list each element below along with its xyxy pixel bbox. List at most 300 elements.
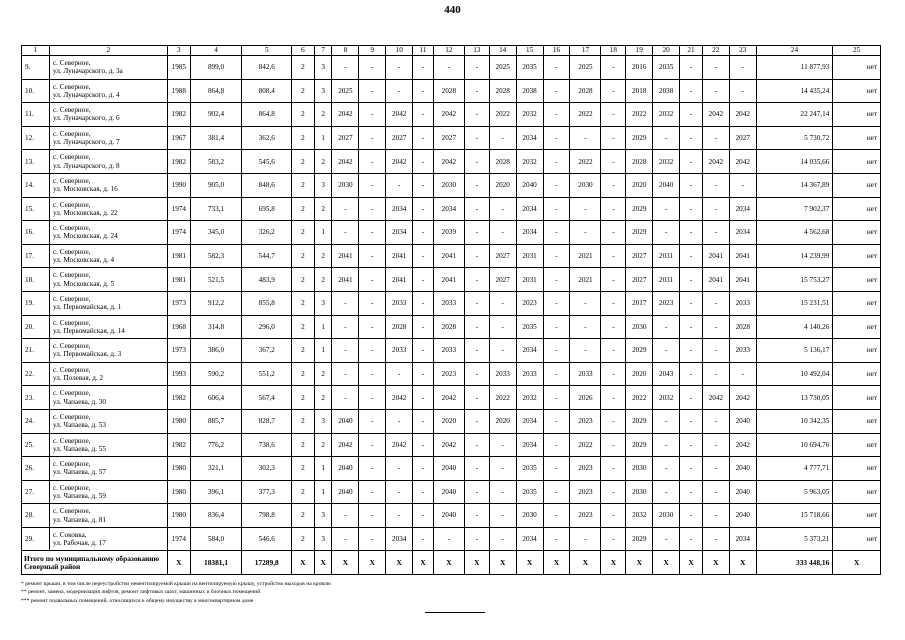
total-col-13: X: [464, 551, 489, 575]
cell-col-17: 2023: [570, 457, 601, 481]
cell-col-5: 302,3: [242, 457, 292, 481]
cell-col-21: -: [680, 126, 703, 150]
cell-col-22: -: [702, 527, 729, 551]
cell-col-3: 1980: [167, 409, 190, 433]
cell-col-13: -: [464, 291, 489, 315]
cell-col-12: 2033: [433, 339, 464, 363]
cell-col-24: 15 718,66: [756, 504, 833, 528]
cell-col-16: -: [543, 221, 570, 245]
cell-col-22: -: [702, 339, 729, 363]
cell-col-7: 2: [314, 268, 332, 292]
address-cell: [49, 126, 167, 150]
cell-col-4: 583,2: [190, 150, 242, 174]
cell-col-16: -: [543, 268, 570, 292]
cell-col-17: 2025: [570, 56, 601, 80]
cell-col-19: 2027: [626, 268, 653, 292]
cell-col-7: 3: [314, 527, 332, 551]
cell-col-8: -: [332, 291, 359, 315]
cell-col-13: -: [464, 103, 489, 127]
row-number: 12.: [22, 126, 50, 150]
cell-col-21: -: [680, 362, 703, 386]
cell-col-3: 1988: [167, 79, 190, 103]
total-col-25: X: [833, 551, 881, 575]
cell-col-9: -: [359, 433, 386, 457]
cell-col-5: 483,9: [242, 268, 292, 292]
page-number: 440: [444, 4, 461, 16]
cell-col-9: -: [359, 480, 386, 504]
cell-col-3: 1980: [167, 457, 190, 481]
total-col-17: X: [570, 551, 601, 575]
cell-col-15: 2035: [516, 315, 543, 339]
cell-col-13: -: [464, 457, 489, 481]
cell-col-25: нет: [833, 173, 881, 197]
address-cell: [49, 103, 167, 127]
cell-col-13: -: [464, 79, 489, 103]
cell-col-7: 2: [314, 244, 332, 268]
column-number: 14: [489, 46, 516, 56]
cell-col-6: 2: [292, 480, 315, 504]
cell-col-8: -: [332, 221, 359, 245]
cell-col-15: 2034: [516, 527, 543, 551]
cell-col-23: 2042: [729, 150, 756, 174]
cell-col-20: -: [653, 126, 680, 150]
cell-col-13: -: [464, 56, 489, 80]
address-cell: [49, 79, 167, 103]
cell-col-3: 1974: [167, 527, 190, 551]
cell-col-15: 2031: [516, 268, 543, 292]
cell-col-10: -: [386, 409, 413, 433]
cell-col-17: 2022: [570, 433, 601, 457]
address-settlement: с. Северное,: [52, 295, 91, 304]
cell-col-20: 2032: [653, 150, 680, 174]
cell-col-21: -: [680, 433, 703, 457]
address-street: ул. Первомайская, д. 3: [52, 350, 122, 359]
cell-col-20: 2031: [653, 244, 680, 268]
cell-col-24: 14 435,24: [756, 79, 833, 103]
cell-col-9: -: [359, 244, 386, 268]
cell-col-18: -: [601, 315, 626, 339]
cell-col-23: -: [729, 56, 756, 80]
address-street: ул. Московская, д. 4: [52, 256, 115, 265]
column-number: 4: [190, 46, 242, 56]
cell-col-21: -: [680, 150, 703, 174]
cell-col-5: 367,2: [242, 339, 292, 363]
cell-col-8: 2040: [332, 457, 359, 481]
cell-col-15: 2034: [516, 221, 543, 245]
cell-col-9: -: [359, 126, 386, 150]
address-street: ул. Чапаева, д. 81: [52, 515, 106, 524]
cell-col-23: 2033: [729, 291, 756, 315]
cell-col-3: 1982: [167, 150, 190, 174]
cell-col-18: -: [601, 409, 626, 433]
cell-col-11: -: [413, 433, 434, 457]
cell-col-16: -: [543, 173, 570, 197]
cell-col-17: 2021: [570, 268, 601, 292]
total-col-8: X: [332, 551, 359, 575]
total-col-6: X: [292, 551, 315, 575]
cell-col-15: 2040: [516, 173, 543, 197]
cell-col-22: -: [702, 362, 729, 386]
cell-col-17: -: [570, 527, 601, 551]
table-row: [22, 291, 881, 315]
cell-col-10: -: [386, 480, 413, 504]
row-number: 18.: [22, 268, 50, 292]
cell-col-4: 521,5: [190, 268, 242, 292]
cell-col-16: -: [543, 339, 570, 363]
address-cell: [49, 409, 167, 433]
total-col-16: X: [543, 551, 570, 575]
cell-col-13: -: [464, 244, 489, 268]
cell-col-6: 2: [292, 386, 315, 410]
address-cell: [49, 315, 167, 339]
cell-col-17: 2028: [570, 79, 601, 103]
table-row: [22, 409, 881, 433]
cell-col-13: -: [464, 433, 489, 457]
cell-col-22: 2041: [702, 268, 729, 292]
table-row: [22, 386, 881, 410]
total-col-15: X: [516, 551, 543, 575]
cell-col-5: 567,4: [242, 386, 292, 410]
cell-col-13: -: [464, 221, 489, 245]
cell-col-9: -: [359, 339, 386, 363]
cell-col-20: -: [653, 197, 680, 221]
cell-col-22: -: [702, 504, 729, 528]
cell-col-25: нет: [833, 244, 881, 268]
cell-col-9: -: [359, 56, 386, 80]
cell-col-13: -: [464, 268, 489, 292]
address-cell: [49, 504, 167, 528]
cell-col-4: 606,4: [190, 386, 242, 410]
cell-col-16: -: [543, 527, 570, 551]
cell-col-22: -: [702, 480, 729, 504]
cell-col-10: 2033: [386, 291, 413, 315]
cell-col-3: 1980: [167, 480, 190, 504]
cell-col-25: нет: [833, 339, 881, 363]
cell-col-17: -: [570, 291, 601, 315]
row-number: 23.: [22, 386, 50, 410]
cell-col-14: -: [489, 339, 516, 363]
cell-col-18: -: [601, 386, 626, 410]
column-number: 2: [49, 46, 167, 56]
cell-col-16: -: [543, 480, 570, 504]
cell-col-19: 2020: [626, 362, 653, 386]
table-row: [22, 433, 881, 457]
column-number: 8: [332, 46, 359, 56]
total-col-14: X: [489, 551, 516, 575]
cell-col-20: -: [653, 221, 680, 245]
cell-col-4: 733,1: [190, 197, 242, 221]
cell-col-19: 2029: [626, 197, 653, 221]
cell-col-16: -: [543, 79, 570, 103]
capital-repair-table: [21, 45, 881, 575]
cell-col-21: -: [680, 79, 703, 103]
cell-col-14: 2020: [489, 173, 516, 197]
cell-col-15: 2033: [516, 362, 543, 386]
address-settlement: с. Северное,: [52, 177, 91, 186]
address-cell: [49, 339, 167, 363]
cell-col-3: 1973: [167, 291, 190, 315]
table-row: [22, 339, 881, 363]
cell-col-18: -: [601, 244, 626, 268]
address-street: ул. Московская, д. 22: [52, 208, 118, 217]
cell-col-11: -: [413, 221, 434, 245]
address-street: ул. Полевая, д. 2: [52, 374, 104, 383]
cell-col-6: 2: [292, 173, 315, 197]
cell-col-3: 1981: [167, 268, 190, 292]
cell-col-20: -: [653, 480, 680, 504]
cell-col-7: 2: [314, 362, 332, 386]
cell-col-7: 1: [314, 457, 332, 481]
row-number: 28.: [22, 504, 50, 528]
table-row: [22, 197, 881, 221]
cell-col-12: 2040: [433, 504, 464, 528]
address-settlement: с. Северное,: [52, 247, 91, 256]
cell-col-14: 2033: [489, 362, 516, 386]
cell-col-10: 2042: [386, 103, 413, 127]
total-col-24: 333 448,16: [756, 551, 833, 575]
cell-col-24: 5 136,17: [756, 339, 833, 363]
table-row: [22, 173, 881, 197]
cell-col-14: 2022: [489, 103, 516, 127]
cell-col-3: 1973: [167, 339, 190, 363]
cell-col-12: 2039: [433, 221, 464, 245]
cell-col-13: -: [464, 126, 489, 150]
column-number: 3: [167, 46, 190, 56]
cell-col-5: 808,4: [242, 79, 292, 103]
cell-col-19: 2028: [626, 150, 653, 174]
row-number: 26.: [22, 457, 50, 481]
row-number: 16.: [22, 221, 50, 245]
cell-col-16: -: [543, 409, 570, 433]
cell-col-10: -: [386, 56, 413, 80]
cell-col-10: 2042: [386, 433, 413, 457]
address-settlement: с. Северное,: [52, 460, 91, 469]
cell-col-19: 2020: [626, 173, 653, 197]
cell-col-5: 828,7: [242, 409, 292, 433]
cell-col-12: 2034: [433, 197, 464, 221]
address-cell: [49, 457, 167, 481]
cell-col-12: -: [433, 527, 464, 551]
cell-col-9: -: [359, 291, 386, 315]
cell-col-4: 885,7: [190, 409, 242, 433]
bottom-divider: [425, 612, 485, 613]
cell-col-12: 2030: [433, 173, 464, 197]
cell-col-15: 2032: [516, 386, 543, 410]
cell-col-7: 2: [314, 433, 332, 457]
cell-col-9: -: [359, 409, 386, 433]
total-col-7: X: [314, 551, 332, 575]
cell-col-8: 2042: [332, 103, 359, 127]
cell-col-15: 2034: [516, 433, 543, 457]
cell-col-12: 2028: [433, 79, 464, 103]
cell-col-17: 2030: [570, 173, 601, 197]
cell-col-13: -: [464, 504, 489, 528]
cell-col-6: 2: [292, 268, 315, 292]
cell-col-3: 1974: [167, 197, 190, 221]
cell-col-7: 1: [314, 315, 332, 339]
table-row: [22, 150, 881, 174]
cell-col-11: -: [413, 103, 434, 127]
cell-col-23: 2033: [729, 339, 756, 363]
cell-col-11: -: [413, 386, 434, 410]
cell-col-8: 2041: [332, 244, 359, 268]
address-street: ул. Луначарского, д. 3а: [52, 67, 123, 76]
cell-col-6: 2: [292, 433, 315, 457]
address-cell: [49, 150, 167, 174]
column-number: 5: [242, 46, 292, 56]
cell-col-18: -: [601, 433, 626, 457]
cell-col-6: 2: [292, 409, 315, 433]
cell-col-4: 396,1: [190, 480, 242, 504]
cell-col-5: 848,6: [242, 173, 292, 197]
address-street: ул. Чапаева, д. 53: [52, 421, 106, 430]
total-col-20: X: [653, 551, 680, 575]
cell-col-5: 855,8: [242, 291, 292, 315]
address-cell: [49, 197, 167, 221]
cell-col-12: 2041: [433, 244, 464, 268]
cell-col-22: -: [702, 173, 729, 197]
cell-col-21: -: [680, 291, 703, 315]
cell-col-10: 2042: [386, 150, 413, 174]
cell-col-5: 377,3: [242, 480, 292, 504]
cell-col-10: 2027: [386, 126, 413, 150]
cell-col-7: 3: [314, 173, 332, 197]
cell-col-5: 544,7: [242, 244, 292, 268]
column-number: 7: [314, 46, 332, 56]
cell-col-8: -: [332, 339, 359, 363]
cell-col-14: 2028: [489, 150, 516, 174]
cell-col-16: -: [543, 362, 570, 386]
table-row: [22, 268, 881, 292]
footnotes: [21, 580, 881, 605]
cell-col-20: 2040: [653, 173, 680, 197]
cell-col-7: 3: [314, 409, 332, 433]
row-number: 13.: [22, 150, 50, 174]
cell-col-19: 2016: [626, 56, 653, 80]
cell-col-12: 2040: [433, 457, 464, 481]
cell-col-12: 2041: [433, 268, 464, 292]
cell-col-5: 546,6: [242, 527, 292, 551]
column-number: 6: [292, 46, 315, 56]
address-settlement: с. Северное,: [52, 153, 91, 162]
cell-col-16: -: [543, 126, 570, 150]
cell-col-9: -: [359, 268, 386, 292]
cell-col-18: -: [601, 504, 626, 528]
cell-col-22: -: [702, 197, 729, 221]
cell-col-10: 2033: [386, 339, 413, 363]
cell-col-18: -: [601, 221, 626, 245]
cell-col-22: 2042: [702, 150, 729, 174]
cell-col-15: 2032: [516, 103, 543, 127]
address-street: ул. Чапаева, д. 55: [52, 444, 106, 453]
cell-col-12: 2033: [433, 291, 464, 315]
cell-col-9: -: [359, 103, 386, 127]
cell-col-9: -: [359, 504, 386, 528]
total-col-4: 18381,1: [190, 551, 242, 575]
cell-col-9: -: [359, 386, 386, 410]
cell-col-21: -: [680, 173, 703, 197]
cell-col-24: 7 902,37: [756, 197, 833, 221]
cell-col-6: 2: [292, 457, 315, 481]
cell-col-19: 2029: [626, 433, 653, 457]
footnote-roof: * ремонт крыши, в том числе переустройство невентилируемой крыши на вентилируемую крышу, устройство выходов на кровлю: [21, 581, 331, 587]
cell-col-20: 2043: [653, 362, 680, 386]
cell-col-14: -: [489, 315, 516, 339]
cell-col-24: 15 231,51: [756, 291, 833, 315]
cell-col-24: 14 367,89: [756, 173, 833, 197]
cell-col-6: 2: [292, 527, 315, 551]
cell-col-4: 381,4: [190, 126, 242, 150]
cell-col-19: 2029: [626, 527, 653, 551]
cell-col-10: 2028: [386, 315, 413, 339]
cell-col-14: -: [489, 221, 516, 245]
cell-col-4: 899,0: [190, 56, 242, 80]
address-street: ул. Луначарского, д. 6: [52, 114, 120, 123]
cell-col-14: -: [489, 504, 516, 528]
cell-col-13: -: [464, 527, 489, 551]
cell-col-24: 13 730,05: [756, 386, 833, 410]
cell-col-18: -: [601, 173, 626, 197]
address-settlement: с. Северное,: [52, 413, 91, 421]
cell-col-11: -: [413, 197, 434, 221]
cell-col-6: 2: [292, 126, 315, 150]
cell-col-15: 2035: [516, 56, 543, 80]
column-number: 23: [729, 46, 756, 56]
table-row: [22, 480, 881, 504]
column-number: 20: [653, 46, 680, 56]
cell-col-20: 2031: [653, 268, 680, 292]
cell-col-10: -: [386, 79, 413, 103]
table-row: [22, 56, 881, 80]
table-row: [22, 457, 881, 481]
table-row: [22, 527, 881, 551]
cell-col-23: 2040: [729, 480, 756, 504]
cell-col-10: 2034: [386, 527, 413, 551]
table-row: [22, 221, 881, 245]
cell-col-6: 2: [292, 504, 315, 528]
cell-col-25: нет: [833, 504, 881, 528]
cell-col-8: 2040: [332, 409, 359, 433]
cell-col-3: 1990: [167, 173, 190, 197]
cell-col-10: 2041: [386, 244, 413, 268]
address-settlement: с. Северное,: [52, 82, 91, 91]
cell-col-7: 3: [314, 79, 332, 103]
cell-col-7: 3: [314, 504, 332, 528]
cell-col-12: 2042: [433, 150, 464, 174]
address-street: ул. Первомайская, д. 14: [52, 326, 125, 335]
cell-col-24: 5 373,21: [756, 527, 833, 551]
cell-col-23: 2041: [729, 268, 756, 292]
cell-col-21: -: [680, 504, 703, 528]
address-settlement: с. Северное,: [52, 129, 91, 138]
cell-col-7: 2: [314, 197, 332, 221]
cell-col-13: -: [464, 409, 489, 433]
cell-col-10: -: [386, 362, 413, 386]
cell-col-10: 2041: [386, 268, 413, 292]
cell-col-19: 2032: [626, 504, 653, 528]
row-number: 15.: [22, 197, 50, 221]
cell-col-8: -: [332, 386, 359, 410]
cell-col-21: -: [680, 480, 703, 504]
cell-col-10: -: [386, 173, 413, 197]
cell-col-17: -: [570, 315, 601, 339]
address-street: ул. Первомайская, д. 1: [52, 303, 122, 312]
cell-col-15: 2034: [516, 339, 543, 363]
address-settlement: с. Северное,: [52, 389, 91, 398]
cell-col-16: -: [543, 150, 570, 174]
cell-col-3: 1974: [167, 221, 190, 245]
cell-col-19: 2029: [626, 126, 653, 150]
